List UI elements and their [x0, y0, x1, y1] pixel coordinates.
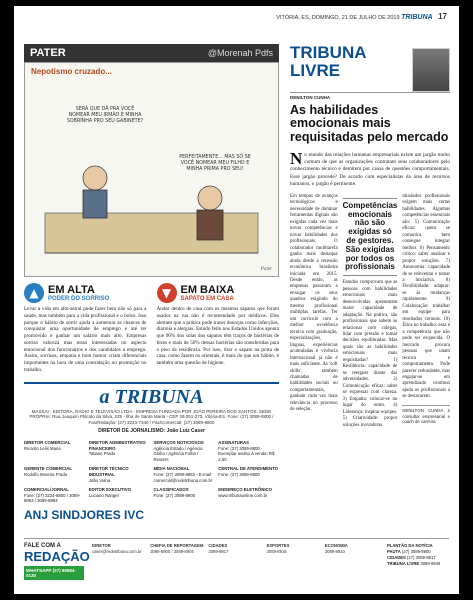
staff-entry: DIRETOR TÉCNICO INDUSTRIAL João Viana: [88, 466, 129, 483]
article-headline: As habilidades emocionais mais requisitadas pelo mercado: [290, 102, 449, 144]
cartoon-drawing: [25, 63, 278, 276]
issue-date: VITÓRIA, ES, DOMINGO, 21 DE JULHO DE 2019: [276, 15, 400, 21]
em-baixa-subtitle: SAPATO EM CASA: [180, 296, 234, 302]
em-baixa-text: Andar dentro de casa com os mesmos sapatos que foram usados na rua não é recomendado por médicos. Eles alertam que a prática pode trazer doenças como infecções, diarreia e alergias. Estudo feito nos Estados Unidos aponta que 96% dos solas dos sapatos têm traços de bactérias de fezes e mais de 50% dessas bactérias são transferidas para o piso da residência. Por isso, tirar o sapato na porta de casa, como fazem os orientais, é mais do que um hábito, é também uma questão de higiene.: [156, 306, 279, 366]
association-logos: ANJ SINDJORES IVC: [24, 507, 145, 522]
staff-box: [24, 440, 279, 504]
contact-item: CHEFIA DE REPORTAGEM 3089-8900 / 3089-8904: [150, 543, 204, 554]
cartoon: [24, 62, 279, 277]
staff-entry: COMERCIAL/JORNAL Fone: (27) 3224-8800 / 3089-8863 / 3089-8894: [24, 487, 81, 504]
em-alta-box: [24, 283, 147, 374]
paper-name: TRIBUNA: [401, 14, 433, 21]
running-header: [14, 6, 459, 26]
article-col-1: Em tempos de avanços tecnológicos e necessidade de dominar ferramentas digitais são exigidas cada vez mais novas competências e novas habilidades dos profissionais. O colaborador multitarefa ganha mais destaque ainda desde a recessão econômica brasileira iniciada em 2015. Desde então, as empresas passaram a enxugar os seus quadros exigindo do mesmo profissional múltiplas tarefas. Ter um currículo com a melhor excelência técnica com graduação, especializações, línguas, experiências acumuladas e vivência internacional já não é mais suficiente. As 'soft skills', também chamadas de habilidades sociais ou comportamentais, ganham cada vez mais relevância no processo de seleção.: [290, 193, 338, 413]
em-alta-text: Levar a vida em alto-astral pode fazer bem não só para a saúde, mas também para a vida profissional e o bolso. Isso porque o hábito de sorrir ajuda a aumentar as chances de conquistar uma oportunidade de emprego e até ter promovido e ganhar um salário mais alto. Empresas sorriso valoriza mas nisso interessadas no aspecto emocional dos funcionários e dos candidatos a emprego. Assim, sorrisos, empatia e bom humor criam diferenciais importantes na hora de uma contratação ou promoção no trabalho.: [24, 306, 147, 373]
contact-columns: [92, 543, 379, 580]
article-lead: N o mundo das relações humanas empresariais existe um jargão muito comum de que as organizações contratam seus colaboradores pelo conhecimento técnico e demitem por causa de questões comportamentais. Esse jargão procede? De acordo com especialistas da área de recursos humanos, o jargão é pertinente.: [290, 149, 450, 187]
article-col-2: Competências emocionais não são exigidas só de gestores. São exigidas por todos os profissionais Estudos comprovam que as pessoas com habilidades emocionais mais desenvolvidas apresentam maior capacidade de adaptação. Na prática, são profissionais que sabem se relacionar com colegas, lidar com pressão e tomar decisões equilibradas. Mas quais são as habilidades emocionais mais requisitadas? 1) Resiliência: capacidade de se reerguer diante das adversidades. 2) Comunicação eficaz: saber se expressar com clareza. 3) Empatia: colocar-se no lugar do outro. 4) Liderança: inspirar equipes. 5) Criatividade: propor soluções inovadoras.: [343, 194, 398, 432]
column-title-line1: TRIBUNA: [290, 43, 367, 62]
contact-item: CIDADES 3089-8917: [208, 543, 229, 554]
staff-entry: CENTRAL DE ATENDIMENTO Fone: (27) 3089-8800: [218, 466, 279, 477]
watermark: @Morenah Pdfs: [207, 48, 273, 58]
masthead: [24, 382, 279, 435]
speech-bubble-left: SERÁ QUE DÁ PRA VOCÊ NOMEAR MEU IRMÃO E MINHA SOBRINHA PRO SEU GABINETE?: [66, 107, 144, 124]
staff-entry: DIRETOR ADMINISTRATIVO FINANCEIRO Tatiane Prado: [88, 440, 146, 457]
staff-entry: MÍDIA NACIONAL Fone: (27) 3089-8852 - E-mail: comercial@redetribuna.com.br: [153, 466, 213, 483]
em-alta-em-baixa: [24, 283, 279, 374]
pull-quote: Competências emocionais não são exigidas só de gestores. São exigidas por todos os profissionais: [343, 198, 398, 276]
arrow-down-icon: ▼: [157, 283, 177, 303]
masthead-info: MASSAI - EDITORA, RÁDIO E TELEVISÃO LTDA - EMPRESA FUNDADA POR JOÃO PEREIRA DOS SANTOS. SEDE PRÓPRIA: Rua Joaquim Plácido da Silva, 225 - Ilha de Santa Maria - CEP 29.051-273, Vitória-ES. Fone: (27) 3089-8800 / Fax/Redação: (27) 3223-7340 / Fax/Comercial: (27) 3089-8800: [29, 408, 274, 426]
em-alta-title: EM ALTA: [48, 284, 95, 296]
article-col-3: mindados profissionais exigem mais certas habilidades. Algumas competências essenciais são: 5) Comunicação eficaz: quem se comunica bem consegue integrar melhor. 6) Pensamento crítico: saber analisar e propor soluções. 7) Autonomia: capacidade de se reinventar e tomar a iniciativa. 8) Flexibilidade: adaptar-se às mudanças rapidamente. 9) Colaboração: trabalhar em equipe para resultados comuns. 10) Ética no trabalho: essa é a competência que não pode ser esquecida. O mercado procura pessoas que unam técnica e comportamento. Pode parecer redundante, mas engajar-se em aprendizado contínuo ajuda os profissionais a se destacarem. DENILTON CUNHA é consultor empresarial e coach de carreira: [402, 193, 451, 425]
column-title-line2: LIVRE: [290, 60, 341, 80]
author-photo: [412, 48, 450, 92]
pater-header: [24, 44, 279, 62]
staff-entry: GERENTE COMERCIAL Rodolfo Moreira Prado: [24, 466, 72, 477]
staff-entry: DIRETOR COMERCIAL Ricardo Lelis Maria: [24, 440, 71, 451]
cartoon-title: Nepotismo cruzado...: [31, 67, 112, 76]
staff-entry: EDITOR EXECUTIVO Luciano Rangel: [88, 487, 131, 498]
em-alta-subtitle: PODER DO SORRISO: [48, 296, 110, 302]
pater-label: PATER: [30, 47, 66, 59]
newspaper-page: [14, 6, 459, 594]
contact-footer: [24, 538, 449, 580]
masthead-editor: DIRETOR DE JORNALISMO: João Luiz Caser: [98, 428, 205, 435]
tribuna-logo: a TRIBUNA: [99, 385, 204, 408]
drop-cap: N: [290, 149, 303, 169]
byline: DENILTON CUNHA: [290, 92, 450, 100]
staff-entry: ENDEREÇO ELETRÔNICO www.tribunaonline.com.br: [218, 487, 272, 498]
fale-com-redacao: FALE COM A REDAÇÃO WHATSAPP (27) 99984-0130: [24, 543, 90, 578]
contact-item: DIRETOR caser@redetribuna.com.br: [92, 543, 142, 554]
author-signature: DENILTON CUNHA é consultor empresarial e coach de carreira: [402, 405, 450, 425]
staff-entry: SERVIÇOS NOTICIOSOS Agência Estado / Agência Globo / Agência Folha / Reuters: [153, 440, 204, 462]
contact-item: ESPORTES 3089-8916: [266, 543, 290, 554]
whatsapp-badge: WHATSAPP (27) 99984-0130: [24, 566, 84, 580]
speech-bubble-right: PERFEITAMENTE... MAS SÓ SE VOCÊ NOMEAR MEU FILHO E MINHA PRIMA PRO SEU!: [179, 155, 251, 172]
staff-entry: ASSINATURAS Fone: (27) 3089-8800 - Exemplar avulso à venda: R$ 2,50: [218, 440, 275, 462]
em-baixa-box: [157, 283, 280, 374]
cartoon-signature: Pater: [260, 267, 272, 272]
staff-entry: CLASSIFICADOS Fone: (27) 3089-8900: [153, 487, 196, 498]
tribuna-livre-column: [290, 44, 450, 432]
arrow-up-icon: ▲: [24, 283, 44, 303]
em-baixa-title: EM BAIXA: [180, 284, 235, 296]
left-column: [24, 44, 279, 522]
article-body: [290, 194, 450, 432]
page-number: 17: [438, 12, 447, 21]
contact-item: ECONOMIA 3089-8910: [324, 543, 348, 554]
plantao-box: PLANTÃO DA NOTÍCIA PAUTA (27) 3089-8900 CIDADES (27) 3089-8917 TRIBUNA LIVRE 3089-8946: [387, 543, 441, 566]
